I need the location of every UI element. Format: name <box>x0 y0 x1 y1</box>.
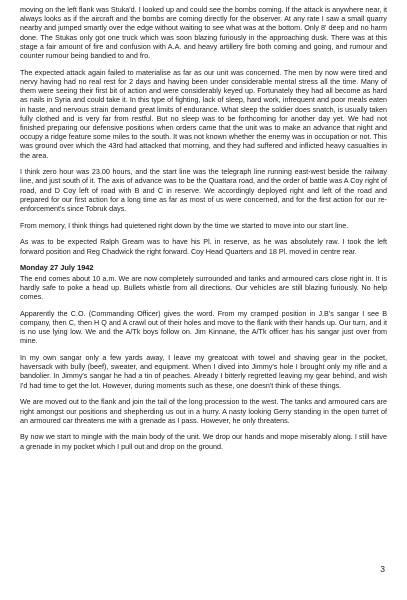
paragraph-left-gear: In my own sangar only a few yards away, I leave my greatcoat with towel and shaving gear in the pocket, haversack with bully (beef), sweater, and equipment. When I dived into Jimmy's hole I brought only my rifle and a bandolier. In Jimmy's sangar he had a tin of peaches. Already I bitterly regretted leaving my gear behind, and wish I'd had time to get the lot. However, during moments such as these, one doesn't think of these things. <box>20 353 387 390</box>
page-number: 3 <box>380 564 385 574</box>
date-heading: Monday 27 July 1942 <box>20 263 94 273</box>
paragraph-expected-attack: The expected attack again failed to materialise as far as our unit was concerned. The men by now were tired and nervy having had no real rest for 2 days and having been under considerable mental stress all the time. Many of them were seeing their first bit of action and were considerably keyed up. Fortunately they had all become as hard as nails in Syria and could take it. In this type of fighting, lack of sleep, hard work, infrequent and poor meals eaten in haste, and nervous strain demand great limits of endurance. What sleep the soldier does snatch, is usually taken fully clothed and is very far from restful. But no sleep was to be forthcoming for another day yet. We had not finished preparing our defensive positions when orders came that the unit was to make an advance that night and occupy a ridge feature some miles to the south. It was not known whether the enemy was in occupation or not. This was ground over which the 43rd had attacked that morning, and they had suffered and inflicted heavy casualties in the area. <box>20 67 387 160</box>
paragraph-stuka-attack: moving on the left flank was Stuka'd. I looked up and could see the bombs coming. If the attack is anywhere near, it always looks as if the aircraft and the bombs are coming directly for the observer. At any rate I saw a small quarry nearby and jumped smartly over the edge without waiting to see what was at the bottom. Only 8' deep and no harm done. The Stukas only got one truck which was soon blazing furiously in the approaching dusk. There was at this stage a fair amount of fire and confusion with A.A. and heavy artillery fire both coming and going, and rumour and counter rumour being bandied to and fro. <box>20 5 387 61</box>
paragraph-surrounded: The end comes about 10 a.m. We are now completely surrounded and tanks and armoured cars close right in. It is hardly safe to poke a head up. Bullets whistle from all directions. Our vehicles are still blazing furiously. No help comes. <box>20 273 387 301</box>
paragraph-surrender: Apparently the C.O. (Commanding Officer) gives the word. From my cramped position in J.B's sangar I see B company, then C, then H Q and A crawl out of their holes and move to the flank with their hands up. Our turn, and it is no use lying low. We and the A/Tk boys follow on. Jim Kinnane, the A/Tk officer has his sangar just over from mine. <box>20 308 387 346</box>
paragraph-zero-hour: I think zero hour was 23.00 hours, and the start line was the telegraph line running east-west beside the railway line, and just south of it. The axis of advance was to be the Quattara road, and the order of battle was A Coy right of road, and D Coy left of road with B and C in reserve. We accordingly deployed right and left of the road and prepared for our first action for a long time as far as most of us were concerned, and for the first action for our re-enforcement's since Tobruk days. <box>20 167 387 214</box>
paragraph-grenade: By now we start to mingle with the main body of the unit. We drop our hands and mope miserably along. I still have a grenade in my pocket which I pull out and drop on the ground. <box>20 432 387 451</box>
paragraph-platoon-positions: As was to be expected Ralph Gream was to have his Pl. in reserve, as he was absolutely raw. I took the left forward position and Reg Chadwick the right forward. Coy Head Quarters and 18 Pl. moved in centre rear. <box>20 237 387 256</box>
paragraph-procession: We are moved out to the flank and join the tail of the long procession to the west. The tanks and armoured cars are right amongst our positions and shepherding us out in a hurry. A nasty looking Gerry standing in the open turret of an armoured car threatens me with a grenade as I pass. However, he only threatens. <box>20 397 387 425</box>
paragraph-start-line: From memory, I think things had quietened right down by the time we started to move into our start line. <box>20 220 349 230</box>
